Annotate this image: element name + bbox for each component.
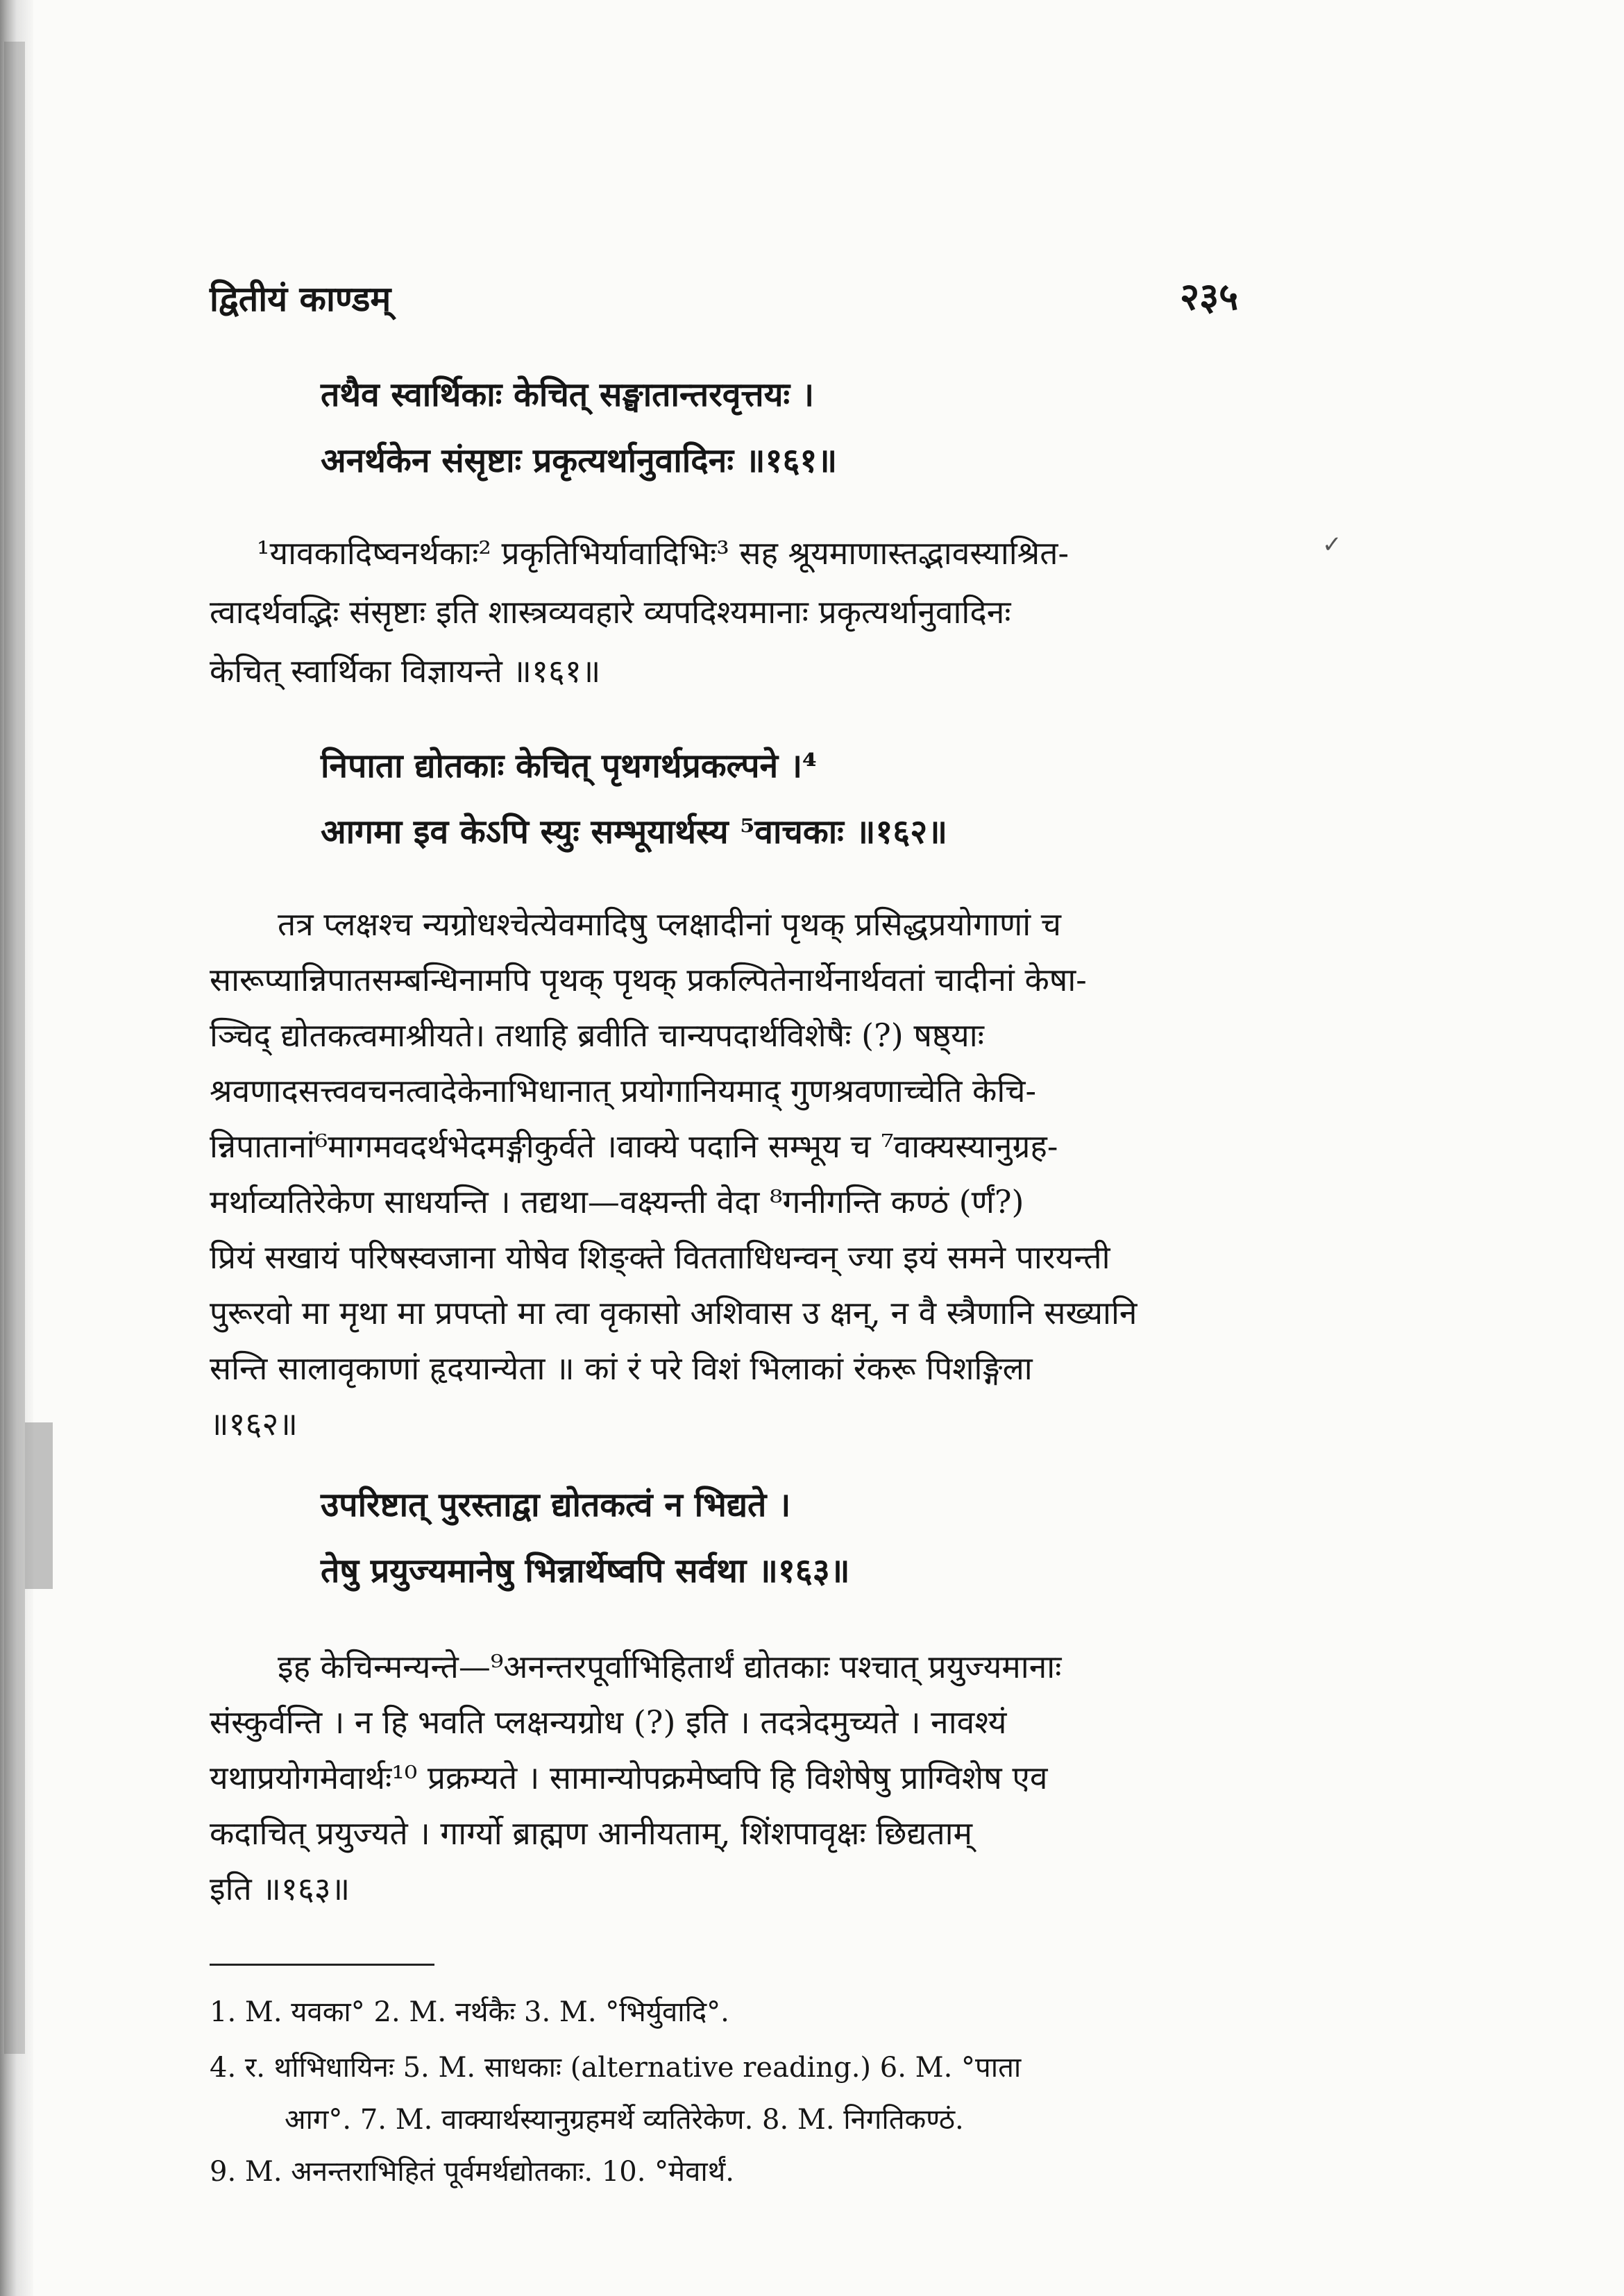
commentary-161-line: केचित् स्वार्थिका विज्ञायन्ते ॥१६१॥ bbox=[210, 652, 601, 690]
verse-161-line-1: तथैव स्वार्थिकाः केचित् सङ्घातान्तरवृत्तयः । bbox=[321, 375, 815, 414]
commentary-162-line: प्रियं सखायं परिषस्वजाना योषेव शिङ्क्ते वितताधिधन्वन् ज्या इयं समने पारयन्ती bbox=[210, 1239, 1110, 1276]
commentary-163-line: कदाचित् प्रयुज्यते । गार्ग्यो ब्राह्मण आनीयताम्, शिंशपावृक्षः छिद्यताम् bbox=[210, 1814, 973, 1852]
commentary-162-line: मर्थाव्यतिरेकेण साधयन्ति । तद्यथा—वक्ष्यन्ती वेदा ⁸गनीगन्ति कण्ठं (र्णं?) bbox=[210, 1183, 1024, 1221]
footnote-line: 9. M. अनन्तराभिहितं पूर्वमर्थद्योतकाः. 10. °मेवार्थं. bbox=[210, 2156, 734, 2188]
commentary-162-line: ॥१६२॥ bbox=[210, 1405, 298, 1443]
commentary-162-line: ञ्चिद् द्योतकत्वमाश्रीयते। तथाहि ब्रवीति चान्यपदार्थविशेषैः (?) षष्ठ्याः bbox=[210, 1017, 984, 1054]
commentary-162-line: तत्र प्लक्षश्च न्यग्रोधश्चेत्येवमादिषु प्लक्षादीनां पृथक् प्रसिद्धप्रयोगाणां च bbox=[278, 905, 1061, 943]
commentary-162-line: श्रवणादसत्त्ववचनत्वादेकेनाभिधानात् प्रयोगानियमाद् गुणश्रवणाच्चेति केचि- bbox=[210, 1072, 1037, 1109]
verse-161-line-2: अनर्थकेन संसृष्टाः प्रकृत्यर्थानुवादिनः ॥१६१॥ bbox=[321, 441, 838, 480]
commentary-162-line: पुरूरवो मा मृथा मा प्रपप्तो मा त्वा वृकासो अशिवास उ क्षन्, न वै स्त्रैणानि सख्यानि bbox=[210, 1294, 1137, 1332]
binding-shadow bbox=[25, 1422, 53, 1589]
verse-163-line-2: तेषु प्रयुज्यमानेषु भिन्नार्थेष्वपि सर्वथा ॥१६३॥ bbox=[321, 1551, 850, 1590]
commentary-161-line: ¹यावकादिष्वनर्थकाः² प्रकृतिभिर्यावादिभिः³ सह श्रूयमाणास्तद्भावस्याश्रित- bbox=[257, 534, 1069, 572]
binding-shadow bbox=[4, 42, 25, 2054]
footnote-separator-rule bbox=[210, 1964, 434, 1966]
commentary-163-line: संस्कुर्वन्ति । न हि भवति प्लक्षन्यग्रोध (?) इति । तदत्रेदमुच्यते । नावश्यं bbox=[210, 1703, 1007, 1741]
footnote-line: 4. र. र्थाभिधायिनः 5. M. साधकाः (alternative reading.) 6. M. °पाता bbox=[210, 2052, 1022, 2084]
commentary-162-line: न्निपातानां⁶मागमवदर्थभेदमङ्गीकुर्वते ।वाक्ये पदानि सम्भूय च ⁷वाक्यस्यानुग्रह- bbox=[210, 1128, 1058, 1165]
verse-162-line-1: निपाता द्योतकाः केचित् पृथगर्थप्रकल्पने ।⁴ bbox=[321, 747, 818, 785]
margin-tick-mark: ✓ bbox=[1322, 531, 1342, 559]
verse-162-line-2: आगमा इव केऽपि स्युः सम्भूयार्थस्य ⁵वाचकाः ॥१६२॥ bbox=[321, 813, 947, 851]
footnote-line: 1. M. यवका° 2. M. नर्थकैः 3. M. °भिर्युवादि°. bbox=[210, 1996, 729, 2028]
commentary-163-line: इति ॥१६३॥ bbox=[210, 1870, 350, 1907]
commentary-163-line: यथाप्रयोगमेवार्थः¹⁰ प्रक्रम्यते । सामान्योपक्रमेष्वपि हि विशेषेषु प्राग्विशेष एव bbox=[210, 1759, 1048, 1796]
footnote-line: आग°. 7. M. वाक्यार्थस्यानुग्रहमर्थे व्यतिरेकेण. 8. M. निगतिकण्ठं. bbox=[285, 2104, 964, 2136]
commentary-162-line: सन्ति सालावृकाणां हृदयान्येता ॥ कां रं परे विशं भिलाकां रंकरू पिशङ्गिला bbox=[210, 1350, 1033, 1387]
commentary-161-line: त्वादर्थवद्भिः संसृष्टाः इति शास्त्रव्यवहारे व्यपदिश्यमानाः प्रकृत्यर्थानुवादिनः bbox=[210, 593, 1011, 631]
verse-163-line-1: उपरिष्टात् पुरस्ताद्वा द्योतकत्वं न भिद्यते । bbox=[321, 1486, 791, 1524]
commentary-163-line: इह केचिन्मन्यन्ते—⁹अनन्तरपूर्वाभिहितार्थं द्योतकाः पश्चात् प्रयुज्यमानाः bbox=[278, 1648, 1062, 1685]
commentary-162-line: सारूप्यान्निपातसम्बन्धिनामपि पृथक् पृथक् प्रकल्पितेनार्थेनार्थवतां चादीनां केषा- bbox=[210, 961, 1087, 998]
page-number: २३५ bbox=[1180, 274, 1239, 318]
running-header-title: द्वितीयं काण्डम् bbox=[210, 278, 391, 319]
